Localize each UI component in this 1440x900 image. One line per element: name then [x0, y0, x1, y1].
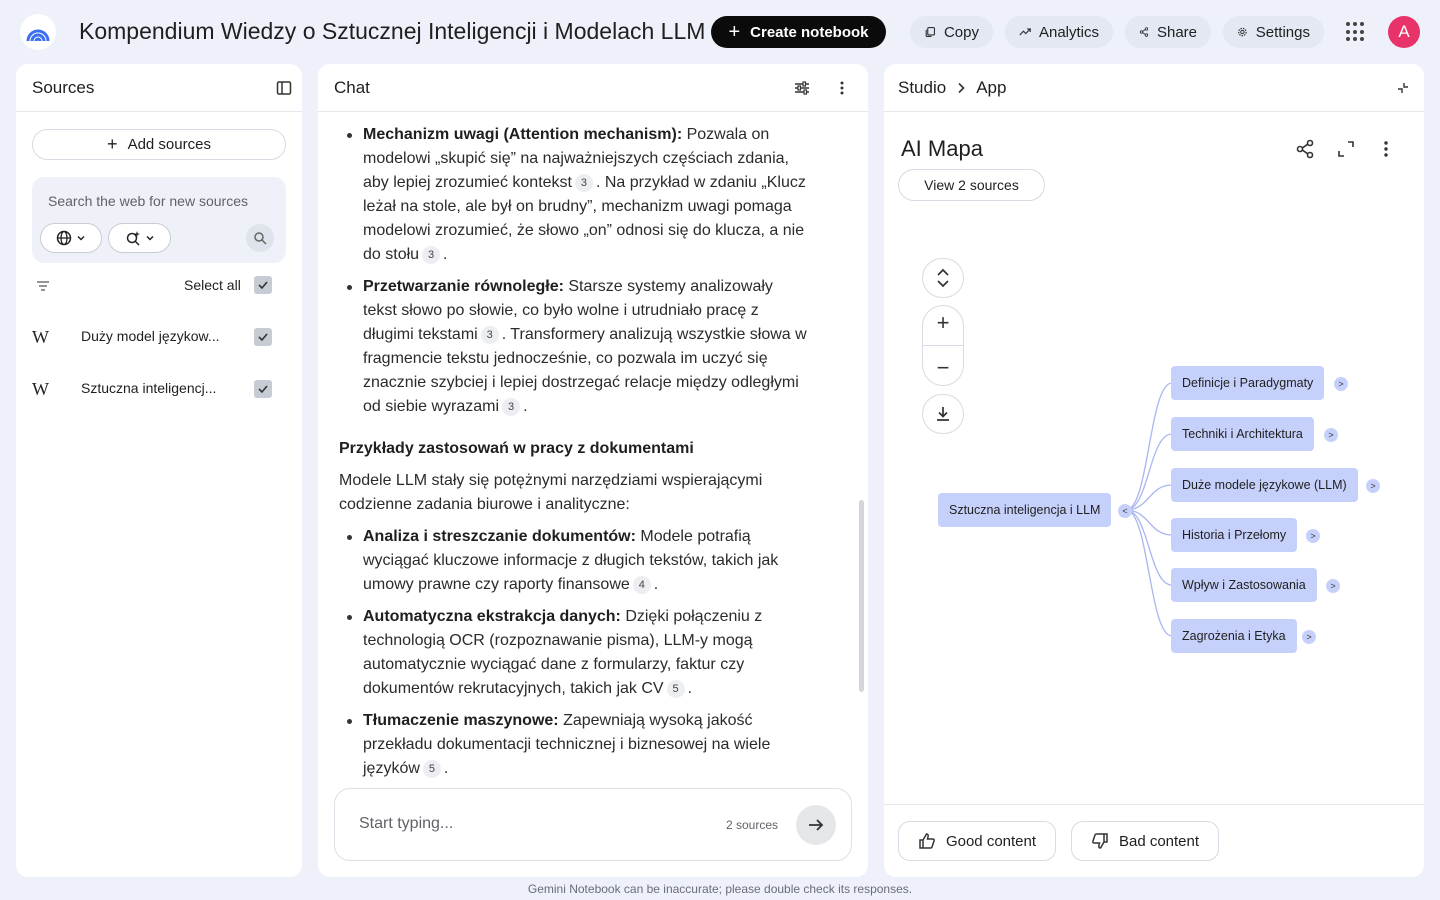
send-button[interactable]	[796, 805, 836, 845]
settings-label: Settings	[1255, 23, 1310, 41]
search-submit-button[interactable]	[246, 224, 274, 252]
thumbs-up-icon	[918, 832, 936, 850]
chat-bullet	[318, 123, 868, 267]
mindmap-edge	[1126, 383, 1172, 510]
zoom-in-icon[interactable]: +	[936, 309, 950, 335]
expand-node-icon[interactable]: >	[1366, 479, 1380, 493]
view-sources-button[interactable]: View 2 sources	[898, 169, 1045, 201]
apps-grid-icon[interactable]	[1346, 22, 1366, 42]
source-item-checkbox[interactable]	[254, 380, 272, 398]
chat-bullet	[318, 275, 868, 419]
analytics-button[interactable]	[1005, 16, 1113, 48]
expand-node-icon[interactable]: >	[1306, 529, 1320, 543]
chat-scrollbar[interactable]	[859, 500, 864, 692]
bullet-text: Modele potrafią wyciągać kluczowe informacje z długich tekstów, takich jak umowy prawne czy raporty finansowe	[363, 528, 779, 593]
app-header	[0, 0, 1440, 64]
mindmap-node[interactable]: Wpływ i Zastosowania	[1171, 568, 1317, 602]
chat-header	[318, 64, 868, 112]
citation-chip[interactable]: 5	[667, 680, 685, 698]
bullet-title: Mechanizm uwagi (Attention mechanism):	[363, 126, 683, 143]
search-icon	[253, 231, 267, 245]
sidebar-toggle-icon[interactable]	[276, 80, 292, 96]
source-item-label: Duży model językow...	[81, 328, 220, 344]
chat-title: Chat	[334, 77, 370, 97]
web-scope-dropdown[interactable]	[40, 223, 102, 253]
good-content-button[interactable]	[898, 821, 1056, 861]
bullet-title: Tłumaczenie maszynowe:	[363, 712, 559, 729]
add-sources-label: Add sources	[127, 136, 211, 153]
add-sources-button[interactable]	[32, 129, 286, 160]
citation-chip[interactable]: 3	[575, 174, 593, 192]
sources-header	[16, 64, 302, 112]
tune-icon[interactable]	[794, 80, 810, 96]
source-item-checkbox[interactable]	[254, 328, 272, 346]
good-content-label: Good content	[945, 832, 1037, 850]
notebook-title[interactable]: Kompendium Wiedzy o Sztucznej Inteligencji i Modelach LLM	[79, 18, 706, 44]
collapse-node-icon[interactable]: <	[1118, 504, 1132, 518]
avatar[interactable]: A	[1388, 16, 1420, 48]
settings-button[interactable]	[1223, 16, 1324, 48]
create-notebook-button[interactable]	[711, 16, 886, 48]
arrow-right-icon	[807, 816, 825, 834]
source-item[interactable]	[32, 374, 286, 404]
wikipedia-icon: W	[32, 379, 49, 399]
thumbs-down-icon	[1091, 832, 1109, 850]
bullet-text: Dzięki połączeniu z technologią OCR (rozpoznawanie pisma), LLM-y mogą automatycznie wyciągać dane z formularzy, faktur czy dokumentów rekrutacyjnych, takich jak CV	[363, 608, 763, 697]
bullet-text: Starsze systemy analizowały tekst słowo po słowie, co było wolne i utrudniało pracę z długimi tekstami	[363, 278, 773, 343]
source-count-label: 2 sources	[726, 818, 779, 832]
citation-chip[interactable]: 3	[481, 326, 499, 344]
chat-messages	[318, 113, 868, 785]
mindmap-node[interactable]: Historia i Przełomy	[1171, 518, 1297, 552]
breadcrumb-studio[interactable]: Studio	[898, 77, 947, 97]
sources-title: Sources	[32, 77, 95, 97]
globe-icon	[56, 230, 72, 246]
share-label: Share	[1156, 23, 1197, 41]
chat-bullet	[318, 709, 868, 781]
bad-content-button[interactable]	[1071, 821, 1219, 861]
citation-chip[interactable]: 5	[423, 760, 441, 778]
bullet-text: Zapewniają wysoką jakość przekładu dokumentacji technicznej i biznesowej na wiele języków	[363, 712, 771, 777]
plus-icon: +	[107, 134, 118, 154]
studio-footer-divider	[884, 804, 1424, 805]
share-icon	[1139, 24, 1149, 40]
filter-icon[interactable]	[36, 279, 50, 293]
bullet-text: Pozwala on modelowi „skupić się” na najważniejszych częściach zdania, aby lepiej zrozumieć kontekst	[363, 126, 789, 191]
bullet-title: Analiza i streszczanie dokumentów:	[363, 528, 636, 545]
web-search-box	[32, 177, 286, 263]
chevron-down-icon	[145, 233, 155, 243]
zoom-out-icon[interactable]: −	[936, 355, 950, 381]
bad-content-label: Bad content	[1118, 832, 1200, 850]
notebook-logo-icon[interactable]	[20, 14, 56, 50]
mindmap-node[interactable]: Techniki i Architektura	[1171, 417, 1314, 451]
bullet-text: .	[687, 680, 693, 697]
web-search-input[interactable]: Search the web for new sources	[48, 193, 248, 209]
mindmap-node[interactable]: Zagrożenia i Etyka	[1171, 619, 1297, 653]
breadcrumb-app: App	[976, 77, 1007, 97]
expand-node-icon[interactable]: >	[1324, 428, 1338, 442]
bullet-title: Automatyczna ekstrakcja danych:	[363, 608, 621, 625]
select-all-label: Select all	[184, 277, 241, 293]
source-item-label: Sztuczna inteligencj...	[81, 380, 217, 396]
bullet-text: .	[523, 398, 528, 415]
bullet-text: . Na przykład w zdaniu „Klucz leżał na stole, ale był on brudny”, mechanizm uwagi pomaga modelowi zrozumieć, że słowo „on” odnosi się do klucza, a nie do stołu	[363, 174, 806, 263]
expand-node-icon[interactable]: >	[1334, 377, 1348, 391]
copy-label: Copy	[943, 23, 979, 41]
bullet-title: Przetwarzanie równoległe:	[363, 278, 564, 295]
mindmap-node[interactable]: Duże modele językowe (LLM)	[1171, 468, 1358, 502]
citation-chip[interactable]: 4	[633, 576, 651, 594]
trending-up-icon	[1019, 24, 1031, 40]
studio-panel	[884, 64, 1424, 877]
check-icon	[257, 279, 269, 291]
chat-paragraph: Modele LLM stały się potężnymi narzędziami wspierającymi codzienne zadania biurowe i analityczne:	[339, 472, 763, 513]
mindmap-node[interactable]: Definicje i Paradygmaty	[1171, 366, 1324, 400]
chat-panel	[318, 64, 868, 877]
sparkle-search-icon	[125, 230, 141, 246]
citation-chip[interactable]: 3	[422, 246, 440, 264]
more-vert-icon[interactable]	[834, 80, 850, 96]
chat-bullet	[318, 605, 868, 701]
research-mode-dropdown[interactable]	[108, 223, 171, 253]
sources-panel	[16, 64, 302, 877]
check-icon	[257, 383, 269, 395]
share-button[interactable]	[1125, 16, 1211, 48]
create-notebook-label: Create notebook	[750, 23, 869, 41]
mindmap-edges	[884, 64, 1424, 804]
chevron-down-icon	[76, 233, 86, 243]
expand-node-icon[interactable]: >	[1302, 630, 1316, 644]
citation-chip[interactable]: 3	[502, 398, 520, 416]
select-all-checkbox[interactable]	[254, 276, 272, 294]
bullet-text: . Transformery analizują wszystkie słowa w fragmencie tekstu jednocześnie, co pozwala im uczyć się znacznie szybciej i lepiej dostrzegać relacje między odległymi od siebie wyrazami	[363, 326, 807, 415]
copy-button[interactable]	[910, 16, 993, 48]
chat-bullet	[318, 525, 868, 597]
disclaimer-text: Gemini Notebook can be inaccurate; please double check its responses.	[527, 882, 913, 896]
source-item[interactable]	[32, 322, 286, 352]
gear-icon	[1237, 24, 1248, 40]
mindmap-root-node[interactable]: Sztuczna inteligencja i LLM	[938, 493, 1111, 527]
expand-node-icon[interactable]: >	[1326, 579, 1340, 593]
bullet-text: .	[443, 246, 448, 263]
bullet-text: .	[443, 760, 449, 777]
plus-icon: +	[728, 21, 741, 43]
check-icon	[257, 331, 269, 343]
mindmap-title: AI Mapa	[901, 136, 983, 161]
chat-section-heading: Przykłady zastosowań w pracy z dokumentami	[339, 440, 694, 457]
chat-input-box	[334, 788, 852, 861]
chat-input[interactable]: Start typing...	[359, 815, 454, 832]
analytics-label: Analytics	[1038, 23, 1099, 41]
select-all-row	[32, 274, 286, 300]
bullet-text: .	[653, 576, 659, 593]
mindmap-edge	[1126, 510, 1172, 636]
wikipedia-icon: W	[32, 327, 49, 347]
copy-icon	[924, 24, 936, 40]
